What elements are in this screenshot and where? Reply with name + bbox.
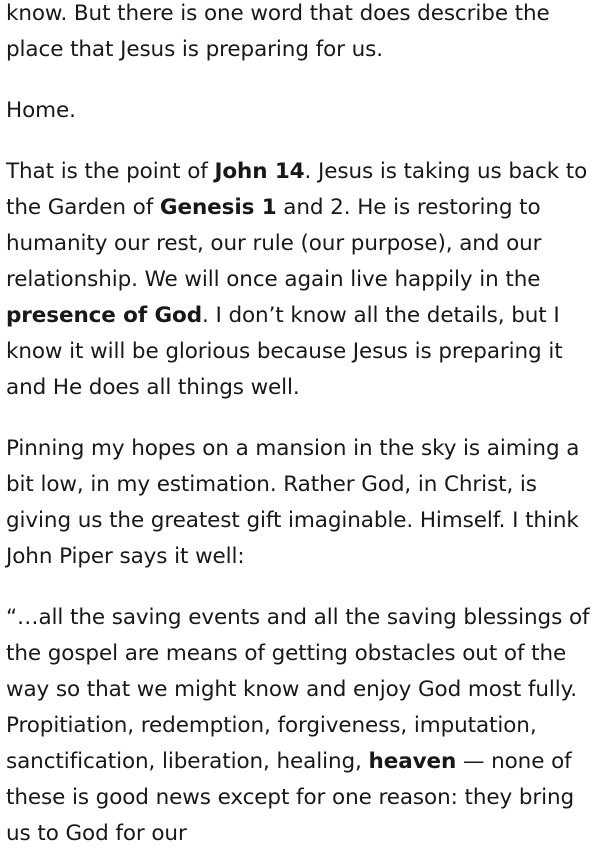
paragraph-4 [6,431,593,575]
paragraph-1 [6,0,593,68]
paragraph-3 [6,154,593,406]
body-text: “…all the saving events and all the saving blessings of the gospel are means of getting obstacles out of the way so that we might know and enjoy God most fully. Propitiation, redemption, forgiveness, imputation, sanctification, liberation, healing, [6,605,590,774]
paragraph-2 [6,93,593,129]
body-text: Pinning my hopes on a mansion in the sky is aiming a bit low, in my estimation. Rather God, in Christ, is giving us the greatest gift imaginable. Himself. I think John Piper says it well: [6,436,580,569]
body-text: Home. [6,98,76,123]
emphasized-text: John 14 [214,159,305,184]
body-text: — none of these is good news except for one reason: they bring us to God for our [6,749,575,846]
body-text: That is the point of [6,159,215,184]
body-text: know. But there is one word that does describe the place that Jesus is preparing for us. [6,1,550,62]
body-text: and 2. He is restoring to humanity our rest, our rule (our purpose), and our relationship. We will once again live happily in the [6,195,542,292]
body-text: . I don’t know all the details, but I know it will be glorious because Jesus is preparing it and He does all things well. [6,303,563,400]
paragraph-5 [6,600,593,852]
emphasized-text: presence of God [6,303,202,328]
body-text: . Jesus is taking us back to the Garden of [6,159,588,220]
emphasized-text: Genesis 1 [159,195,277,220]
emphasized-text: heaven [368,749,457,774]
